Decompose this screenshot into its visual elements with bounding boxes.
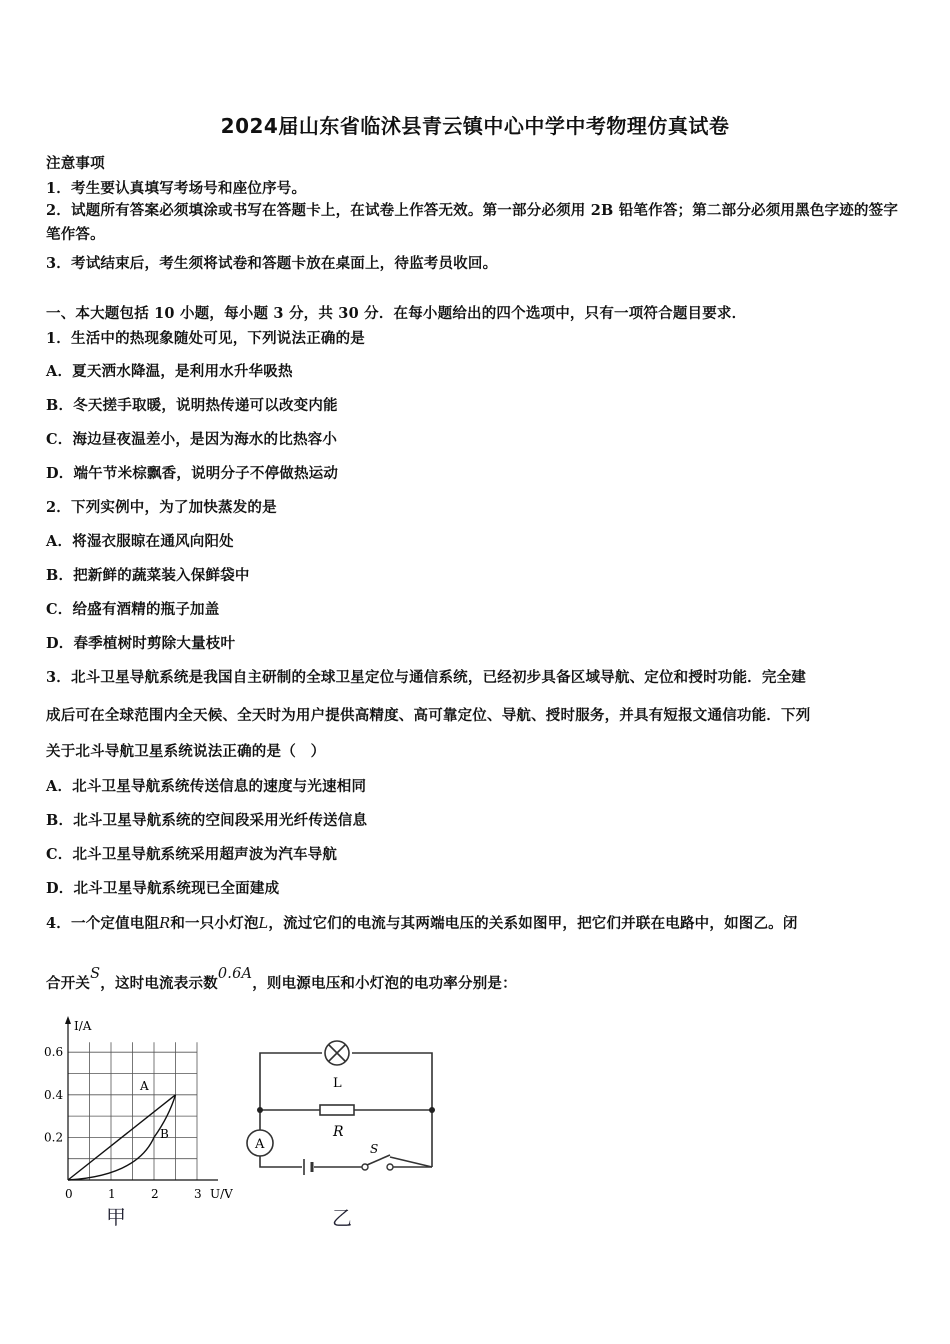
q4-text-2: 和一只小灯泡 <box>170 915 259 932</box>
junction-dot-right <box>429 1107 435 1113</box>
ammeter-label: A <box>255 1137 265 1152</box>
q1-option-a: A．夏天洒水降温，是利用水升华吸热 <box>46 363 293 380</box>
notice-heading: 注意事项 <box>46 155 105 172</box>
q3-option-c: C．北斗卫星导航系统采用超声波为汽车导航 <box>46 846 338 863</box>
q2-stem: 2．下列实例中，为了加快蒸发的是 <box>46 499 277 516</box>
curve-label-b: B <box>160 1127 169 1141</box>
figure-yi-circuit <box>240 1035 460 1235</box>
junction-dot-left <box>257 1107 263 1113</box>
y-axis-label: I/A <box>74 1019 92 1033</box>
resistor-icon <box>320 1105 354 1115</box>
section-heading: 一、本大题包括 10 小题，每小题 3 分，共 30 分．在每小题给出的四个选项中，只有一项符合题目要求． <box>46 305 747 322</box>
q2-option-c: C．给盛有酒精的瓶子加盖 <box>46 601 220 618</box>
switch-icon <box>362 1155 393 1170</box>
q4-current-value: 0.6A <box>217 966 253 982</box>
q1-option-c: C．海边昼夜温差小，是因为海水的比热容小 <box>46 431 338 448</box>
figure-jia-iu-graph <box>40 1010 250 1235</box>
x-tick-label: 3 <box>194 1187 202 1201</box>
lamp-label: L <box>333 1076 342 1091</box>
q1-option-d: D．端午节米棕飘香，说明分子不停做热运动 <box>46 465 339 482</box>
q1-option-b: B．冬天搓手取暖，说明热传递可以改变内能 <box>46 397 338 414</box>
ammeter-icon <box>247 1130 273 1156</box>
y-tick-label: 0.4 <box>44 1087 64 1102</box>
q4-stem-line-2 <box>46 966 517 993</box>
q2-option-d: D．春季植树时剪除大量枝叶 <box>46 635 236 652</box>
q4-var-s: S <box>90 966 101 982</box>
lamp-icon <box>325 1041 349 1065</box>
notice-item-1: 1．考生要认真填写考场号和座位序号。 <box>46 180 307 197</box>
switch-label: S <box>370 1142 379 1156</box>
q4-text-6: ，则电源电压和小灯泡的电功率分别是： <box>252 975 517 992</box>
figure-caption-yi: 乙 <box>332 1206 352 1230</box>
notice-item-3: 3．考试结束后，考生须将试卷和答题卡放在桌面上，待监考员收回。 <box>46 255 498 272</box>
q4-text-5: ，这时电流表示数 <box>100 975 218 992</box>
x-axis-label: U/V <box>210 1187 233 1201</box>
x-tick-label: 1 <box>108 1187 116 1201</box>
figure-caption-jia: 甲 <box>106 1205 126 1229</box>
q4-text-3: ，流过它们的电流与其两端电压的关系如图甲，把它们并联在电路中，如图乙。闭 <box>268 915 798 932</box>
q3-stem-line-2: 成后可在全球范围内全天候、全天时为用户提供高精度、高可靠定位、导航、授时服务，并具有短报文通信功能．下列 <box>46 707 811 724</box>
q4-var-l: L <box>258 916 269 932</box>
q2-option-a: A．将湿衣服晾在通风向阳处 <box>46 533 234 550</box>
curve-label-a: A <box>140 1079 149 1093</box>
q3-option-b: B．北斗卫星导航系统的空间段采用光纤传送信息 <box>46 812 368 829</box>
q4-text-4: 合开关 <box>46 975 91 992</box>
y-axis-arrow-icon <box>65 1016 71 1024</box>
q3-stem-line-3: 关于北斗导航卫星系统说法正确的是（ ） <box>46 743 326 760</box>
q4-var-r: R <box>159 916 171 932</box>
origin-label: 0 <box>65 1187 73 1201</box>
page-title: 2024届山东省临沭县青云镇中心中学中考物理仿真试卷 <box>220 114 730 138</box>
q3-option-d: D．北斗卫星导航系统现已全面建成 <box>46 880 280 897</box>
q2-option-b: B．把新鲜的蔬菜装入保鲜袋中 <box>46 567 250 584</box>
y-tick-label: 0.2 <box>44 1130 64 1145</box>
q1-stem: 1．生活中的热现象随处可见，下列说法正确的是 <box>46 330 365 347</box>
graph-grid <box>68 1042 197 1180</box>
x-tick-label: 2 <box>151 1187 159 1201</box>
q4-stem-line-1 <box>46 912 798 933</box>
q4-text-1: 4．一个定值电阻 <box>46 915 160 932</box>
q3-stem-line-1: 3．北斗卫星导航系统是我国自主研制的全球卫星定位与通信系统，已经初步具备区域导航、定位和授时功能．完全建 <box>46 669 806 686</box>
q3-option-a: A．北斗卫星导航系统传送信息的速度与光速相同 <box>46 778 367 795</box>
resistor-label: R <box>333 1124 344 1140</box>
notice-item-2: 2．试题所有答案必须填涂或书写在答题卡上，在试卷上作答无效。第一部分必须用 2B 铅笔作答；第二部分必须用黑色字迹的签字笔作答。 <box>46 202 899 243</box>
y-tick-label: 0.6 <box>44 1045 64 1060</box>
battery-icon <box>304 1159 312 1175</box>
